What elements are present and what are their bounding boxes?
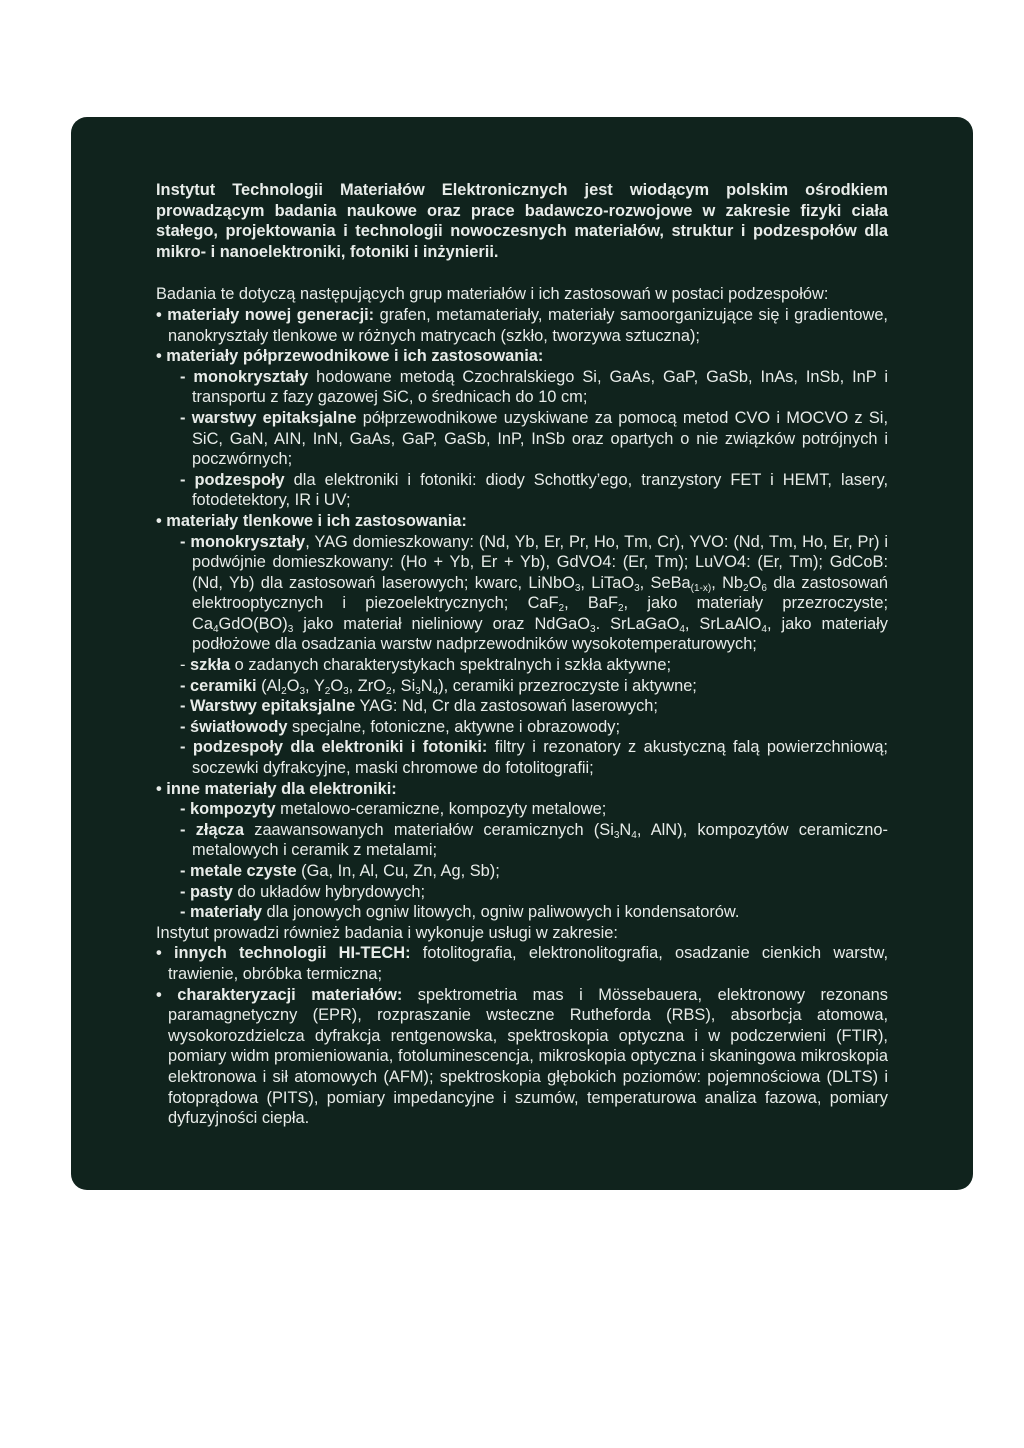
item-heading: szkła	[190, 656, 231, 675]
spacer	[156, 262, 888, 284]
item-heading: - metale czyste	[180, 862, 297, 880]
group-semiconductor-heading: • materiały półprzewodnikowe i ich zastosowania:	[156, 347, 544, 366]
subscript: 2	[558, 603, 565, 615]
item-text: metalowo-ceramiczne, kompozyty metalowe;	[275, 800, 607, 819]
item-text: półprzewodnikowe uzyskiwane za pomocą metod CVO i MOCVO z Si, SiC, GaN, AIN, InN, GaAs, GaP, GaSb, InP, InSb oraz opartych o nie związków potrójnych i poczwórnych;	[192, 408, 888, 469]
item-text: ), ceramiki przezroczyste i aktywne;	[438, 676, 697, 695]
item-text: dla elektroniki i fotoniki: diody Schottky’ego, tranzystory FET i HEMT, lasery, fotodetektory, IR i UV;	[192, 470, 889, 510]
item-text: specjalne, fotoniczne, aktywne i obrazowody;	[287, 717, 621, 736]
subscript: 3	[415, 685, 421, 697]
group-text: grafen, metamateriały, materiały samoorganizujące się i gradientowe, nanokryształy tlenkowe w różnych matrycach (szkło, tworzywa sztuczna);	[168, 305, 888, 345]
group-new-generation	[156, 305, 888, 346]
item-text: N	[420, 676, 433, 695]
item-text: , SrLaAlO	[684, 614, 762, 633]
subscript: 3	[343, 685, 349, 697]
oxide-epitaxial-layers	[156, 696, 888, 717]
other-joints	[156, 820, 888, 861]
group-heading: • materiały nowej generacji:	[156, 305, 375, 324]
item-text: do układów hybrydowych;	[232, 882, 426, 901]
group-oxide-heading: • materiały tlenkowe i ich zastosowania:	[156, 511, 467, 530]
item-text: , jako materiały przezroczyste; Ca	[192, 594, 889, 633]
item-text: O	[330, 676, 344, 695]
item-text: , Nb	[711, 573, 744, 592]
document-body	[156, 180, 888, 1129]
other-pastes	[156, 882, 888, 903]
item-text: o zadanych charakterystykach spektralnych i szkła aktywne;	[230, 656, 672, 675]
other-pure-metals	[156, 861, 888, 882]
semiconductor-monocrystals	[156, 367, 888, 408]
subscript: 2	[385, 685, 392, 697]
subscript: 2	[617, 603, 624, 615]
item-heading: - monokryształy	[180, 367, 309, 386]
subscript: 3	[634, 582, 640, 594]
semiconductor-epitaxial-layers	[156, 408, 888, 470]
subscript: 4	[631, 829, 637, 841]
item-heading: - podzespoły dla elektroniki i fotoniki:	[180, 738, 488, 757]
subscript: 3	[287, 623, 294, 635]
item-heading: • charakteryzacji materiałów:	[156, 985, 403, 1004]
item-text: jako materiał nieliniowy oraz NdGaO	[293, 614, 591, 633]
item-text: , SeBa	[639, 573, 691, 592]
item-text: , BaF	[564, 594, 618, 613]
item-text: (Al	[256, 676, 282, 695]
item-text: GdO(BO)	[218, 614, 288, 633]
item-heading: • innych technologii HI-TECH:	[156, 944, 411, 963]
oxide-monocrystals	[156, 532, 888, 656]
group-other-heading: • inne materiały dla elektroniki:	[156, 779, 397, 798]
service-characterization	[156, 985, 888, 1129]
item-heading: - światłowody	[180, 717, 288, 736]
subscript: 4	[679, 623, 685, 635]
item-text: dla jonowych ogniw litowych, ogniw paliwowych i kondensatorów.	[262, 903, 740, 922]
intro-paragraph: Instytut Technologii Materiałów Elektronicznych jest wiodącym polskim ośrodkiem prowadzącym badania naukowe oraz prace badawczo-rozwojowe w zakresie fizyki ciała stałego, projektowania i technologii nowoczesnych materiałów, struktur i podzespołów dla mikro- i nanoelektroniki, fotoniki i inżynierii.	[156, 181, 888, 261]
item-text: , Y	[305, 676, 325, 695]
service-hitech	[156, 943, 888, 984]
item-text: N	[619, 820, 632, 839]
other-materials	[156, 902, 888, 923]
item-heading: - Warstwy epitaksjalne	[180, 697, 356, 716]
services-lead: Instytut prowadzi również badania i wykonuje usługi w zakresie:	[156, 923, 618, 942]
item-text: O	[748, 573, 762, 592]
item-text: zaawansowanych materiałów ceramicznych (Si	[244, 820, 614, 839]
semiconductor-components	[156, 470, 888, 511]
item-heading: - kompozyty	[180, 800, 276, 819]
subscript: 3	[613, 829, 620, 841]
subscript: 4	[212, 623, 219, 635]
item-text: fotolitografia, elektronolitografia, osadzanie cienkich warstw, trawienie, obróbka termiczna;	[168, 944, 888, 983]
subscript: 2	[281, 685, 287, 697]
item-heading: - monokryształy	[180, 532, 306, 551]
item-text: O	[286, 676, 300, 695]
oxide-optical-fibers	[156, 717, 888, 738]
item-text: , YAG domieszkowany: (Nd, Yb, Er, Pr, Ho, Tm, Cr), YVO: (Nd, Tm, Ho, Er, Pr) i podwójnie domieszkowany: (Ho + Yb, Er + Yb), GdVO4: (Er, Tm); LuVO4: (Er, Tm); GdCoB: (Nd, Yb) dla zastosowań laserowych; kwarc, LiNbO	[192, 532, 888, 592]
item-text: spektrometria mas i Mössebauera, elektronowy rezonans paramagnetyczny (EPR), rozpraszanie wsteczne Rutheforda (RBS), absorbcja atomowa, wysokorozdzielcza dyfrakcja rentgenowska, spektroskopia optyczna i w podczerwieni (FTIR), pomiary widm promieniowania, fotoluminescencja, mikroskopia optyczna i skaningowa mikroskopia elektronowa i sił atomowych (AFM); spektroskopia głębokich poziomów: pojemnościowa (DLTS) i fotoprądowa (PITS), pomiary impedancyjne i szumów, temperaturowa analiza fazowa, pomiary dyfuzyjności ciepła.	[168, 985, 888, 1128]
item-text: , ZrO	[348, 676, 386, 695]
item-text: YAG: Nd, Cr dla zastosowań laserowych;	[355, 697, 658, 716]
oxide-ceramics	[156, 676, 888, 697]
item-text: . SrLaGaO	[595, 614, 680, 633]
oxide-components	[156, 737, 888, 778]
subscript: 6	[761, 582, 767, 594]
other-composites	[156, 799, 888, 820]
item-text: , Si	[391, 676, 416, 695]
subscript: 4	[432, 685, 439, 697]
item-text: , LiTaO	[580, 573, 635, 592]
item-text: , AlN), kompozytów ceramiczno-metalowych i ceramik z metalami;	[192, 820, 888, 860]
item-heading: - materiały	[180, 903, 262, 922]
subscript: 2	[743, 582, 749, 594]
subscript: 3	[299, 685, 306, 697]
item-heading: - ceramiki	[180, 676, 257, 695]
oxide-glass	[156, 655, 888, 676]
item-text: , jako materiały podłożowe dla osadzania warstw nadprzewodników wysokotemperaturowych;	[192, 614, 888, 654]
subscript: 3	[574, 582, 581, 594]
subscript: 3	[590, 623, 596, 635]
item-heading: - złącza	[180, 820, 244, 839]
item-text: hodowane metodą Czochralskiego Si, GaAs, GaP, GaSb, InAs, InSb, InP i transportu z fazy gazowej SiC, o średnicach do 10 cm;	[192, 367, 888, 407]
item-heading: - pasty	[180, 882, 233, 901]
subscript: 2	[324, 685, 331, 697]
item-heading: - warstwy epitaksjalne	[180, 408, 357, 427]
item-heading: - podzespoły	[180, 470, 285, 489]
item-text: dla zastosowań elektrooptycznych i piezoelektrycznych; CaF	[192, 573, 888, 613]
item-text: (Ga, In, Al, Cu, Zn, Ag, Sb);	[296, 862, 500, 880]
lead-paragraph: Badania te dotyczą następujących grup materiałów i ich zastosowań w postaci podzespołów:	[156, 285, 829, 304]
subscript: (1-x)	[690, 582, 712, 594]
item-dash: -	[180, 656, 191, 675]
item-text: filtry i rezonatory z akustyczną falą powierzchniową; soczewki dyfrakcyjne, maski chromowe do fotolitografii;	[192, 738, 888, 778]
subscript: 4	[761, 623, 767, 635]
